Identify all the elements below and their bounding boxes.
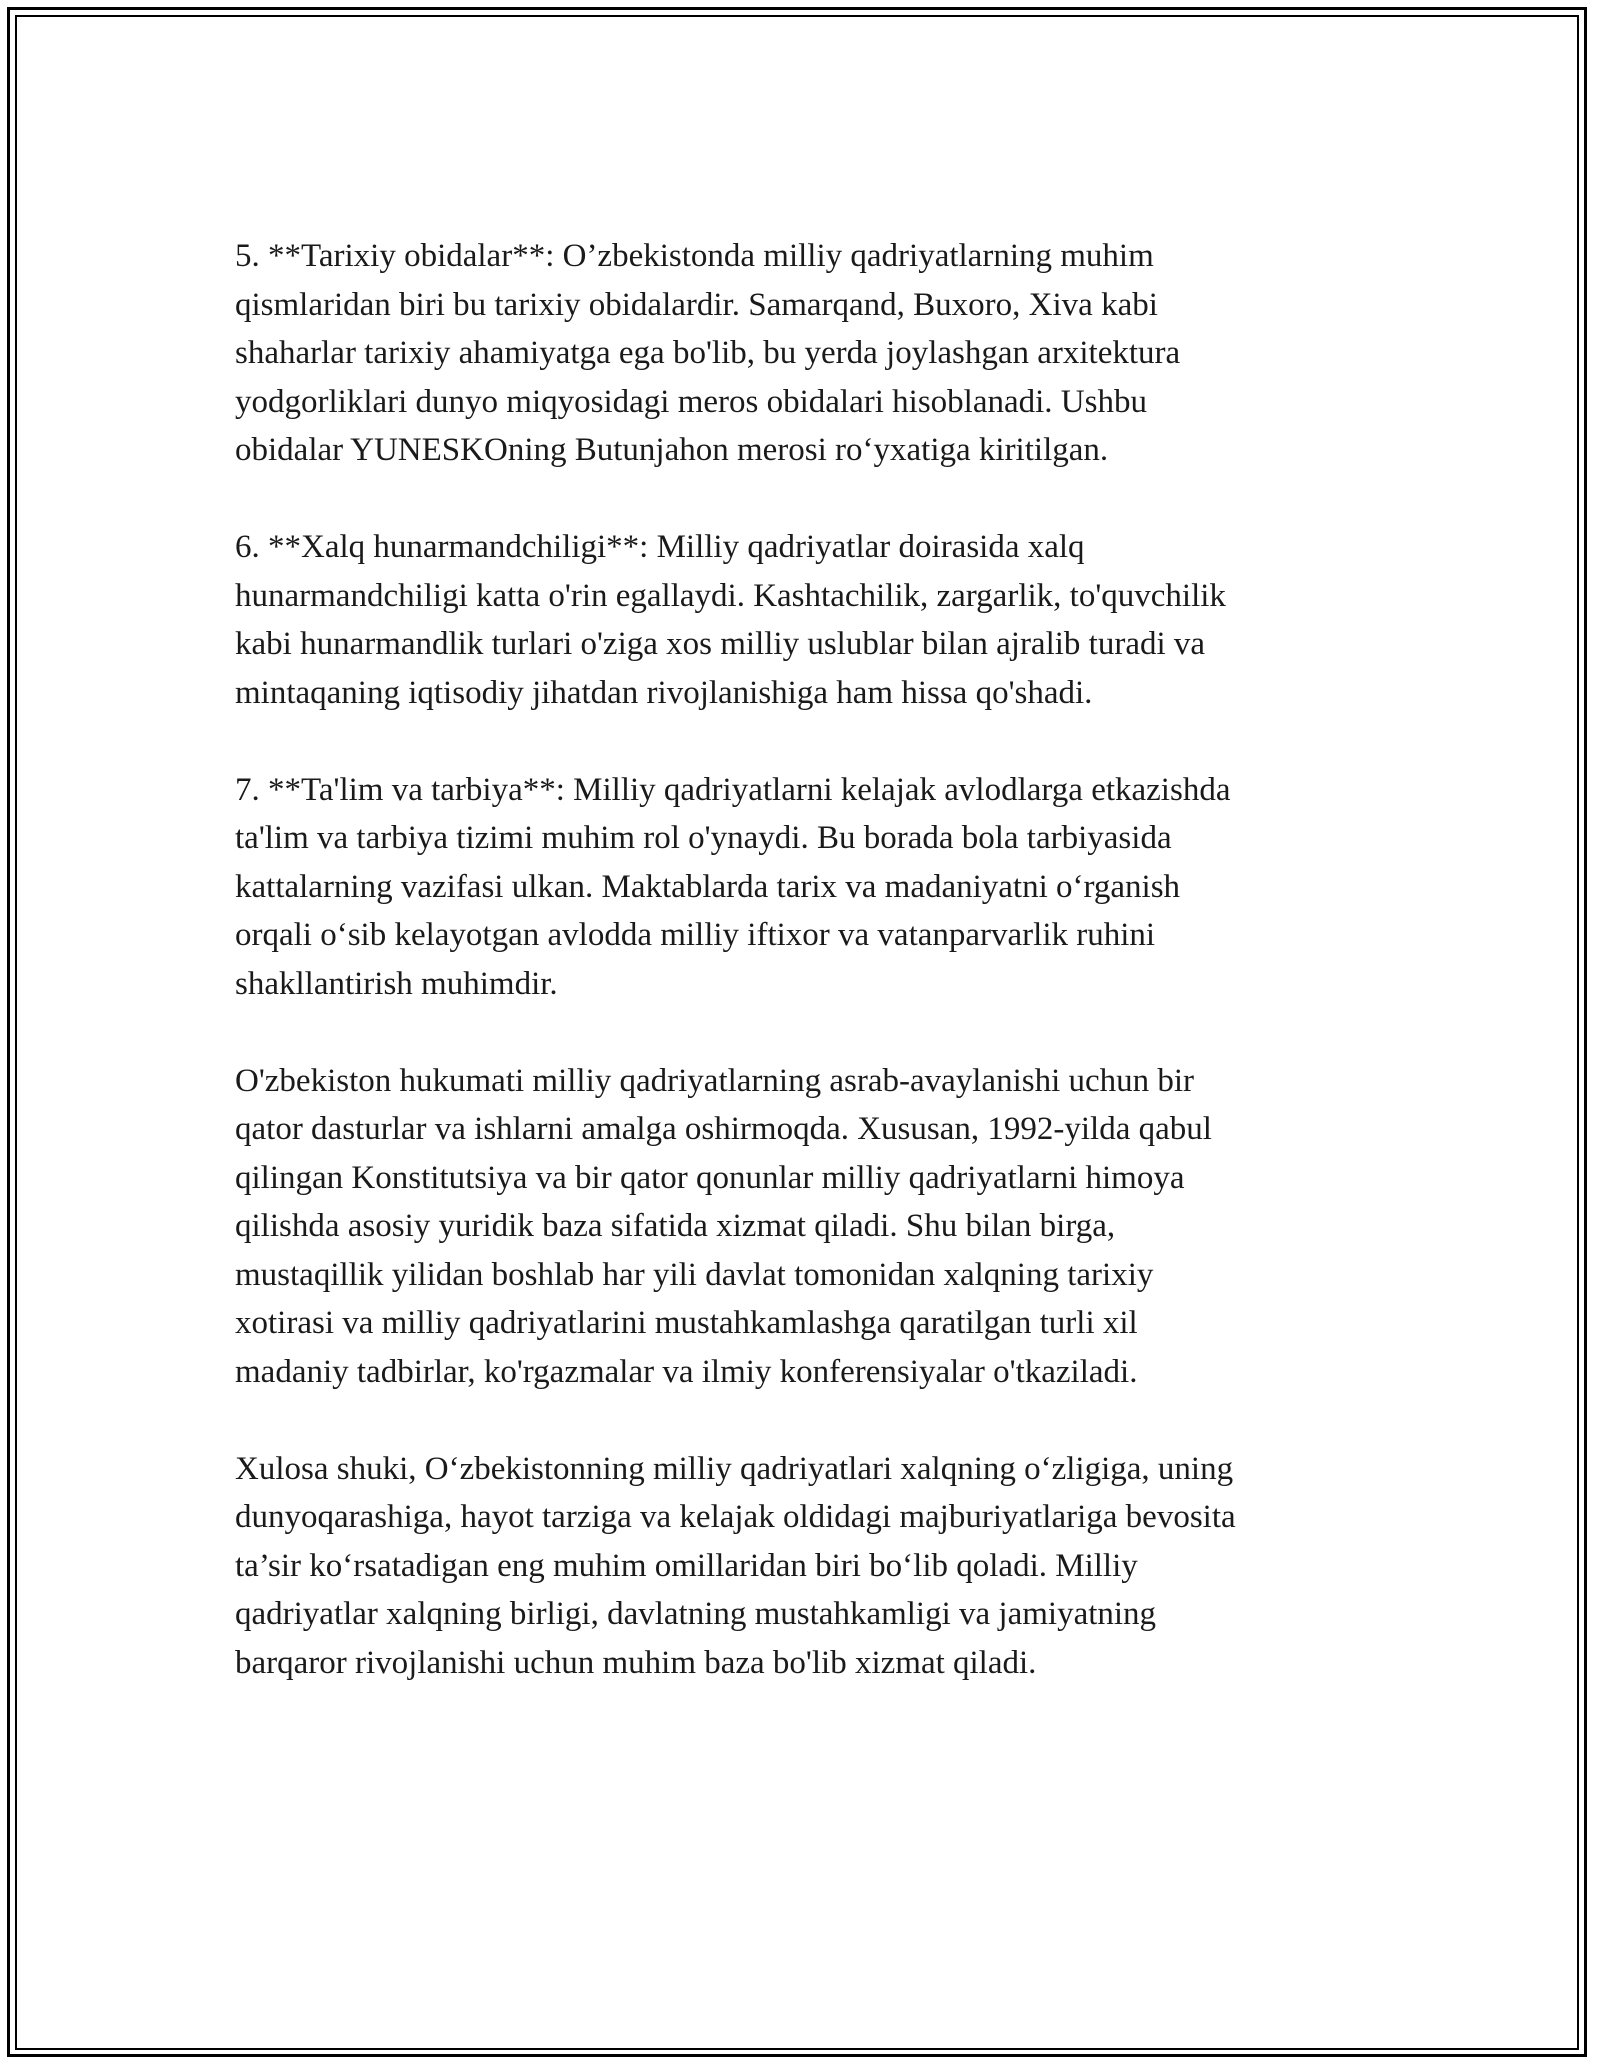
document-body [235,232,1375,1736]
paragraph-talim-va-tarbiya: 7. **Ta'lim va tarbiya**: Milliy qadriyatlarni kelajak avlodlarga etkazishda ta'lim va tarbiya tizimi muhim rol o'ynaydi. Bu borada bola tarbiyasida kattalarning vazifasi ulkan. Maktablarda tarix va madaniyatni o‘rganish orqali o‘sib kelayotgan avlodda milliy iftixor va vatanparvarlik ruhini shakllantirish muhimdir. [235,771,1231,1002]
paragraph-xalq-hunarmandchiligi: 6. **Xalq hunarmandchiligi**: Milliy qadriyatlar doirasida xalq hunarmandchiligi katta o'rin egallaydi. Kashtachilik, zargarlik, to'quvchilik kabi hunarmandlik turlari o'ziga xos milliy uslublar bilan ajralib turadi va mintaqaning iqtisodiy jihatdan rivojlanishiga ham hissa qo'shadi. [235,529,1226,711]
paragraph-hukumat-dasturlari: O'zbekiston hukumati milliy qadriyatlarning asrab-avaylanishi uchun bir qator dasturlar va ishlarni amalga oshirmoqda. Xususan, 1992-yilda qabul qilingan Konstitutsiya va bir qator qonunlar milliy qadriyatlarni himoya qilishda asosiy yuridik baza sifatida xizmat qiladi. Shu bilan birga, mustaqillik yilidan boshlab har yili davlat tomonidan xalqning tarixiy xotirasi va milliy qadriyatlarini mustahkamlashga qaratilgan turli xil madaniy tadbirlar, ko'rgazmalar va ilmiy konferensiyalar o'tkaziladi. [235,1062,1212,1390]
paragraph-xulosa: Xulosa shuki, O‘zbekistonning milliy qadriyatlari xalqning o‘zligiga, uning dunyoqarashiga, hayot tarziga va kelajak oldidagi majburiyatlariga bevosita ta’sir ko‘rsatadigan eng muhim omillaridan biri bo‘lib qoladi. Milliy qadriyatlar xalqning birligi, davlatning mustahkamligi va jamiyatning barqaror rivojlanishi uchun muhim baza bo'lib xizmat qiladi. [235,1450,1236,1681]
paragraph-tarixiy-obidalar: 5. **Tarixiy obidalar**: O’zbekistonda milliy qadriyatlarning muhim qismlaridan biri bu tarixiy obidalardir. Samarqand, Buxoro, Xiva kabi shaharlar tarixiy ahamiyatga ega bo'lib, bu yerda joylashgan arxitektura yodgorliklari dunyo miqyosidagi meros obidalari hisoblanadi. Ushbu obidalar YUNESKOning Butunjahon merosi ro‘yxatiga kiritilgan. [235,238,1181,468]
